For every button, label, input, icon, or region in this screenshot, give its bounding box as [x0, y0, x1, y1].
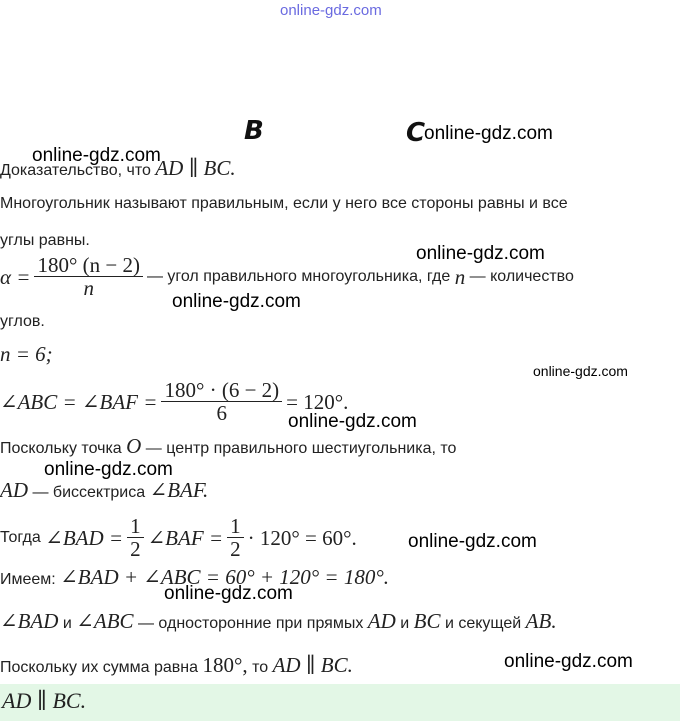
conclusion-statement — [0, 653, 353, 678]
math: AD — [367, 609, 396, 633]
definition-line-2: углы равны. — [0, 232, 90, 249]
math: ∠ABC — [76, 609, 134, 633]
numerator: 180° · (6 − 2) — [161, 379, 282, 402]
angles-word: углов. — [0, 313, 45, 330]
bad-computation — [0, 515, 357, 561]
denominator: 6 — [216, 401, 228, 426]
text: — угол правильного многоугольника, где — [146, 268, 451, 286]
text: Поскольку точка — [0, 440, 122, 457]
angle-computation — [0, 379, 348, 425]
math: O — [126, 434, 142, 458]
text: и секущей — [444, 615, 522, 632]
math: ∠BAD + ∠ABC = 60° + 120° = 180°. — [60, 565, 390, 589]
text: то — [252, 659, 269, 676]
watermark-top: online-gdz.com — [280, 2, 382, 19]
answer-text: AD ∥ BC. — [2, 688, 87, 713]
numerator: 1 — [227, 515, 244, 538]
point-label-b: B — [244, 116, 264, 146]
math: ∠ABC = ∠BAF = — [0, 389, 158, 414]
math: BC — [413, 609, 441, 633]
watermark: online-gdz.com — [416, 243, 545, 264]
watermark: online-gdz.com — [44, 459, 173, 480]
center-statement — [0, 434, 456, 459]
text: Тогда — [0, 529, 41, 547]
math: AD ∥ BC. — [272, 653, 353, 677]
math: ∠BAD — [0, 609, 59, 633]
text: Доказательство, что — [0, 162, 151, 179]
text: и — [400, 615, 410, 632]
watermark: online-gdz.com — [504, 651, 633, 672]
co-interior-statement — [0, 609, 557, 634]
point-label-c: C — [406, 118, 426, 148]
angle-formula — [0, 254, 574, 300]
math: ∠BAF = — [147, 525, 224, 550]
proof-heading — [0, 156, 236, 181]
text: Имеем: — [0, 571, 56, 588]
math: ∠BAF. — [149, 478, 209, 502]
watermark: online-gdz.com — [164, 583, 293, 604]
denominator: 2 — [130, 537, 141, 562]
watermark: online-gdz.com — [32, 145, 161, 166]
math: AB. — [525, 609, 557, 633]
answer-box — [0, 684, 680, 721]
watermark: online-gdz.com — [288, 411, 417, 432]
math: AD — [0, 478, 28, 502]
text: Поскольку их сумма равна — [0, 659, 198, 676]
fraction — [127, 515, 144, 561]
fraction — [227, 515, 244, 561]
definition-line-1: Многоугольник называют правильным, если у него все стороны равны и все — [0, 195, 568, 212]
math: · 120° = 60°. — [247, 525, 357, 550]
math: n — [454, 264, 466, 289]
text: — односторонние при прямых — [137, 615, 364, 632]
math: = 120°. — [286, 389, 349, 414]
text: — центр правильного шестиугольника, то — [145, 440, 457, 457]
n-value: n = 6; — [0, 342, 53, 366]
math: AD ∥ BC. — [155, 156, 236, 180]
math: ∠BAD = — [45, 525, 124, 550]
watermark: online-gdz.com — [172, 291, 301, 312]
numerator: 180° (n − 2) — [34, 254, 142, 277]
fraction — [34, 254, 142, 300]
bisector-statement — [0, 478, 208, 503]
watermark: online-gdz.com — [424, 123, 553, 144]
denominator: 2 — [230, 537, 241, 562]
fraction — [161, 379, 282, 425]
text: — биссектриса — [32, 484, 146, 501]
text: и — [62, 615, 72, 632]
numerator: 1 — [127, 515, 144, 538]
math: α = — [0, 264, 31, 289]
math: 180°, — [202, 653, 248, 677]
sum-statement — [0, 565, 389, 590]
watermark: online-gdz.com — [408, 531, 537, 552]
text: — количество — [469, 268, 574, 286]
watermark: online-gdz.com — [533, 363, 628, 379]
denominator: n — [83, 276, 94, 301]
